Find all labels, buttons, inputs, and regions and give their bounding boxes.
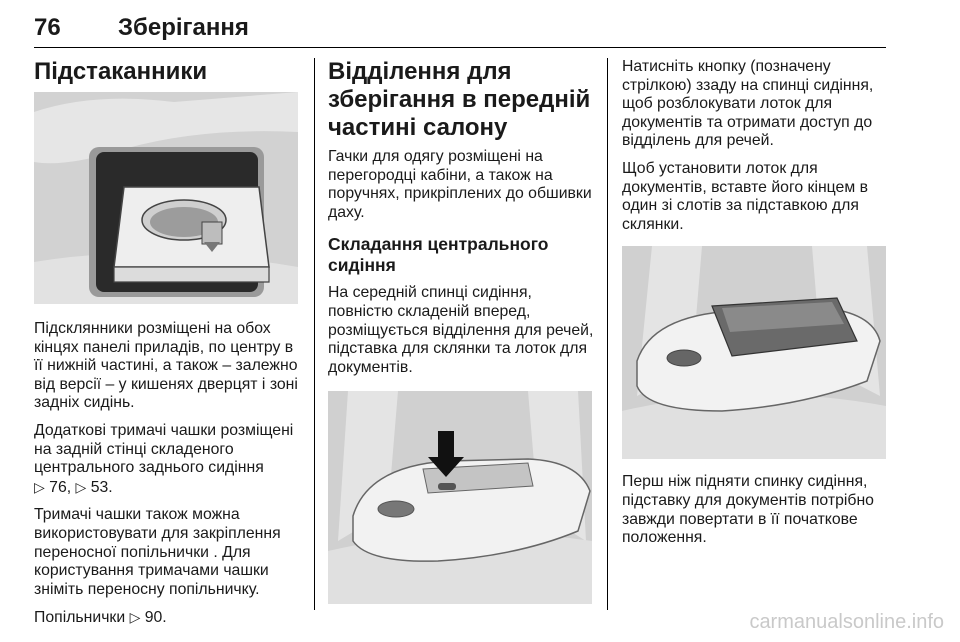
triangle-right-outline-icon: ▷ xyxy=(129,609,141,626)
subheading-folding-center-seat: Складання центрального сидіння xyxy=(328,234,549,276)
paragraph-portable-ashtray: Тримачі чашки також можна використовувати для закріплення переносної попільнички . Для користування тримачами чашки зніміть переносну попільничку. xyxy=(34,506,281,598)
figure-cup-holder xyxy=(34,92,298,304)
paragraph-press-button: Натисніть кнопку (позначену стрілкою) ззаду на спинці сидіння, щоб розблокувати лоток для документів та отримати доступ до відділень для речей. xyxy=(622,58,874,150)
figure-document-tray xyxy=(622,246,886,459)
document-tray-illustration xyxy=(622,246,886,459)
header-rule xyxy=(34,47,886,48)
heading-cup-holders: Підстаканники xyxy=(34,58,208,85)
column-divider-1 xyxy=(314,58,315,610)
section-title: Зберігання xyxy=(118,14,249,41)
page-number: 76 xyxy=(34,14,61,41)
paragraph-folded-seatback: На середній спинці сидіння, повністю складеній вперед, розміщується відділення для речей, підставка для склянки та лоток для документів. xyxy=(328,284,594,376)
figure-folded-seat-button xyxy=(328,391,592,604)
triangle-right-outline-icon: ▷ xyxy=(75,478,87,495)
paragraph-additional-cup-holders xyxy=(34,422,300,497)
paragraph-return-tray: Перш ніж підняти спинку сидіння, підставку для документів потрібно завжди повертати в її початкове положення. xyxy=(622,473,874,547)
column-3 xyxy=(622,58,888,557)
folded-seat-illustration xyxy=(328,391,592,604)
paragraph-text: Додаткові тримачі чашки розміщені на задній стінці складеного центрального заднього сидіння xyxy=(34,421,294,477)
page-ref-link[interactable]: 90. xyxy=(144,609,167,627)
triangle-right-outline-icon: ▷ xyxy=(34,478,45,495)
paragraph-ashtrays-ref xyxy=(34,608,300,628)
column-divider-2 xyxy=(607,58,608,610)
paragraph-install-tray: Щоб установити лоток для документів, вставте його кінцем в один зі слотів за підставкою для склянки. xyxy=(622,159,868,233)
paragraph-text: Попільнички xyxy=(34,609,126,627)
paragraph-coat-hooks: Гачки для одягу розміщені на перегородці кабіни, а також на поручнях, прикріплених до обшивки даху. xyxy=(328,148,592,221)
heading-front-storage: Відділення для зберігання в передній частині салону xyxy=(328,58,591,141)
column-1 xyxy=(34,58,300,637)
page-ref-link[interactable]: 76, xyxy=(49,478,72,496)
paragraph-cup-holders-locations: Підсклянники розміщені на обох кінцях панелі приладів, по центру в її нижній частині, а також – залежно від версії – у кишенях дверцят і зоні задніх сидінь. xyxy=(34,320,298,412)
page-ref-link[interactable]: 53. xyxy=(90,478,113,496)
column-2 xyxy=(328,58,594,604)
cup-holder-illustration xyxy=(34,92,298,304)
watermark: carmanualsonline.info xyxy=(749,611,944,633)
